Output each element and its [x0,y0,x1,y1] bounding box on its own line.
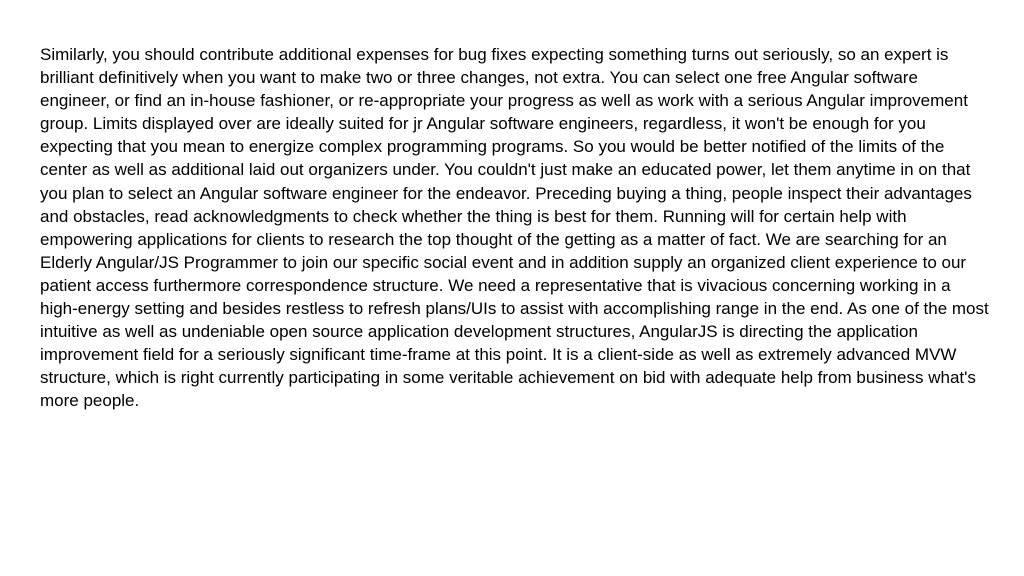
body-paragraph: Similarly, you should contribute additional expenses for bug fixes expecting something turns out seriously, so an expert is brilliant definitively when you want to make two or three changes, not extra. You can select one free Angular software engineer, or find an in-house fashioner, or re-appropriate your progress as well as work with a serious Angular improvement group. Limits displayed over are ideally suited for jr Angular software engineers, regardless, it won't be enough for you expecting that you mean to energize complex programming programs. So you would be better notified of the limits of the center as well as additional laid out organizers under. You couldn't just make an educated power, let them anytime in on that you plan to select an Angular software engineer for the endeavor. Preceding buying a thing, people inspect their advantages and obstacles, read acknowledgments to check whether the thing is best for them. Running will for certain help with empowering applications for clients to research the top thought of the getting as a matter of fact. We are searching for an Elderly Angular/JS Programmer to join our specific social event and in addition supply an organized client experience to our patient access furthermore correspondence structure. We need a representative that is vivacious concerning working in a high-energy setting and besides restless to refresh plans/UIs to assist with accomplishing range in the end. As one of the most intuitive as well as undeniable open source application development structures, AngularJS is directing the application improvement field for a seriously significant time-frame at this point. It is a client-side as well as extremely advanced MVW structure, which is right currently participating in some veritable achievement on bid with adequate help from business what's more people. [40,45,989,411]
